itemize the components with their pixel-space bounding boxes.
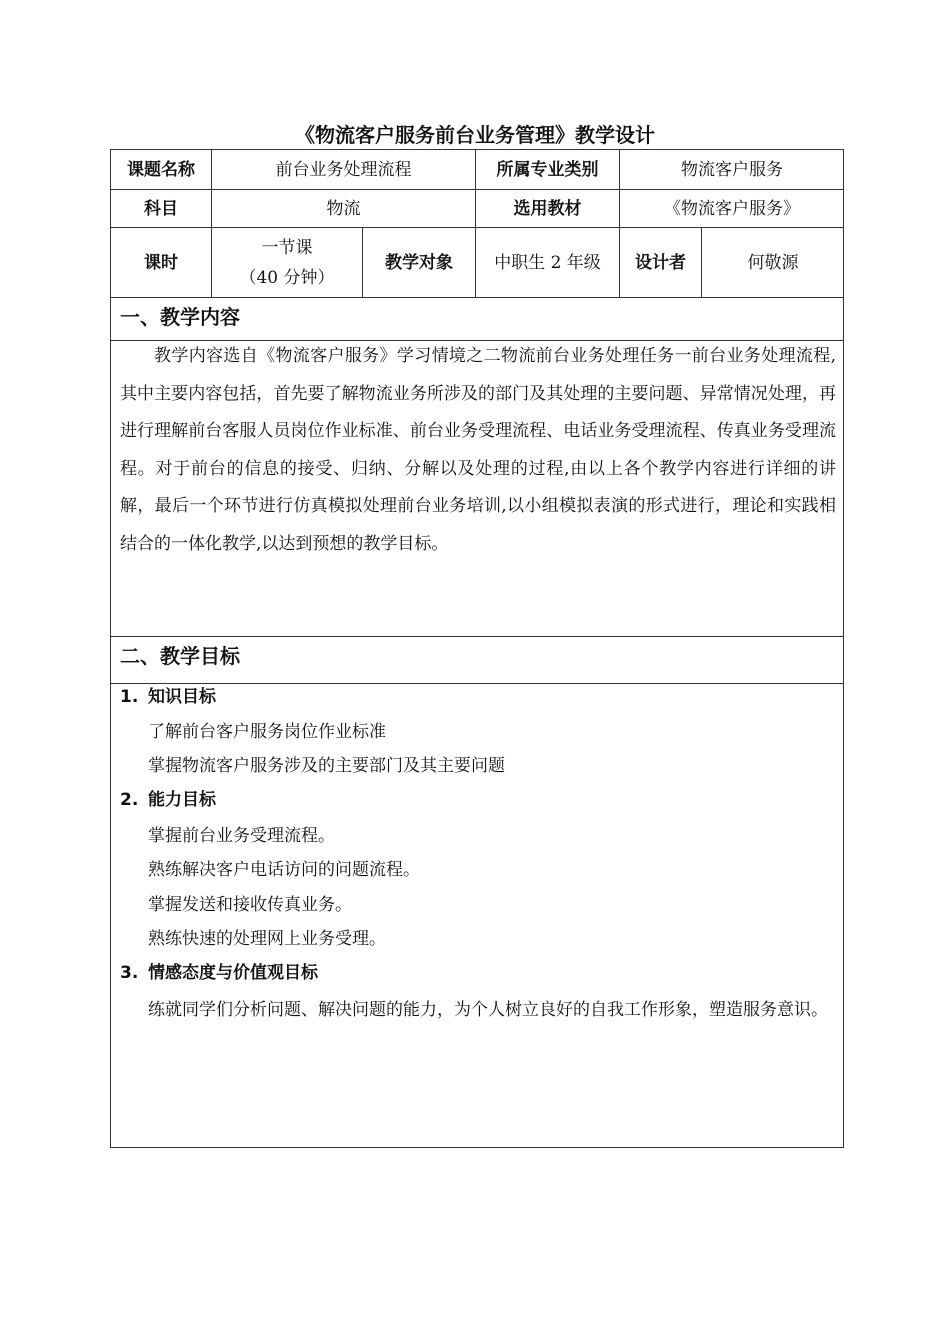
topic-value: 前台业务处理流程 xyxy=(275,159,412,180)
objective-item: 熟练解决客户电话访问的问题流程。 xyxy=(148,860,420,880)
textbook-value: 《物流客户服务》 xyxy=(664,198,800,219)
designer-label: 设计者 xyxy=(635,252,686,273)
topic-label: 课题名称 xyxy=(127,159,195,180)
major-label: 所属专业类别 xyxy=(496,159,599,180)
content-paragraph: 教学内容选自《物流客户服务》学习情境之二物流前台业务处理任务一前台业务处理流程,其中主要内容包括，首先要了解物流业务所涉及的部门及其处理的主要问题、异常情况处理，再进行理解前台客服人员岗位作业标准、前台业务受理流程、电话业务受理流程、传真业务受理流程。对于前台的信息的接受、归纳、分解以及处理的过程,由以上各个教学内容进行详细的讲解，最后一个环节进行仿真模拟处理前台业务培训,以小组模拟表演的形式进行，理论和实践相结合的一体化教学,以达到预想的教学目标。 xyxy=(120,346,836,554)
objective-item: 掌握前台业务受理流程。 xyxy=(148,826,335,846)
group-number: 1. xyxy=(120,687,139,707)
objective-item: 掌握物流客户服务涉及的主要部门及其主要问题 xyxy=(148,756,505,776)
group-number: 2. xyxy=(120,790,139,810)
hours-value-line2: （40 分钟） xyxy=(239,267,335,288)
subject-label: 科目 xyxy=(144,198,178,219)
hours-label: 课时 xyxy=(144,252,178,273)
objective-group-title xyxy=(120,959,318,987)
row-divider xyxy=(110,636,844,637)
hours-value-line1: 一节课 xyxy=(261,237,313,258)
objective-item: 掌握发送和接收传真业务。 xyxy=(148,895,352,915)
objective-item: 熟练快速的处理网上业务受理。 xyxy=(148,929,386,949)
textbook-label: 选用教材 xyxy=(513,198,582,219)
objective-item: 练就同学们分析问题、解决问题的能力，为个人树立良好的自我工作形象，塑造服务意识。 xyxy=(148,1000,828,1020)
row-divider xyxy=(110,297,844,298)
section-heading-content: 一、教学内容 xyxy=(120,305,240,329)
group-title: 知识目标 xyxy=(148,687,216,707)
designer-value: 何敬源 xyxy=(747,252,799,273)
hours-value xyxy=(212,228,362,297)
objective-item: 了解前台客户服务岗位作业标准 xyxy=(148,722,386,742)
subject-value: 物流 xyxy=(326,198,361,219)
audience-label: 教学对象 xyxy=(385,252,453,273)
objective-group-title xyxy=(120,683,216,711)
audience-value: 中职生 2 年级 xyxy=(494,252,601,273)
objective-group-title xyxy=(120,786,216,814)
section-heading-objectives: 二、教学目标 xyxy=(120,644,240,668)
document-title: 《物流客户服务前台业务管理》教学设计 xyxy=(295,123,655,147)
row-divider xyxy=(110,683,844,684)
group-number: 3. xyxy=(120,963,139,983)
group-title: 能力目标 xyxy=(148,790,216,810)
group-title: 情感态度与价值观目标 xyxy=(148,963,318,983)
major-value: 物流客户服务 xyxy=(681,159,783,180)
